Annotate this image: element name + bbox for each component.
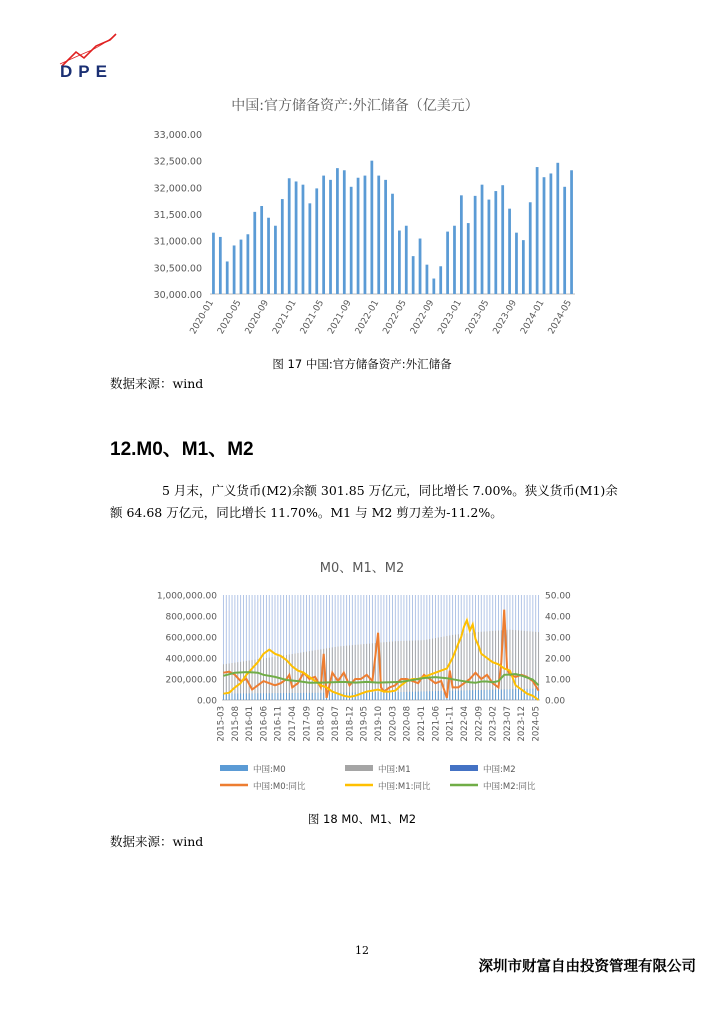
x-tick-label: 2023-05	[464, 298, 492, 337]
chart-title: M0、M1、M2	[319, 561, 405, 576]
x-tick-label: 2019-05	[359, 706, 370, 742]
x-tick-label: 2020-08	[402, 706, 413, 742]
logo-text: DPE	[60, 62, 113, 81]
y2-tick-label: 30.00	[545, 633, 571, 644]
bar	[529, 202, 532, 294]
x-tick-label: 2017-09	[302, 706, 313, 742]
bar	[364, 176, 367, 294]
y-tick-label: 32,500.00	[153, 156, 202, 168]
bar	[432, 279, 435, 294]
bar	[522, 240, 525, 294]
x-tick-label: 2018-12	[345, 706, 356, 742]
x-tick-label: 2016-01	[245, 706, 256, 742]
section-paragraph: 5 月末，广义货币(M2)余额 301.85 万亿元，同比增长 7.00%。狭义货币(M1)余额 64.68 万亿元，同比增长 11.70%。M1 与 M2 剪刀差为-11.2%。	[110, 483, 618, 520]
money-supply-chart	[140, 555, 590, 800]
bar	[315, 188, 318, 294]
legend-swatch	[345, 765, 373, 771]
bar	[556, 163, 559, 294]
bar	[419, 239, 422, 294]
bar	[453, 226, 456, 294]
bar	[570, 170, 573, 294]
bar	[247, 234, 250, 294]
figure-17-caption: 图 17 中国:官方储备资产:外汇储备	[272, 357, 452, 371]
bar	[515, 233, 518, 294]
x-tick-label: 2021-06	[431, 706, 442, 742]
bar	[240, 240, 243, 294]
bar	[288, 178, 291, 294]
x-tick-label: 2023-02	[488, 706, 499, 742]
legend-swatch	[220, 765, 248, 771]
y-tick-label: 0.00	[196, 696, 217, 707]
bar	[398, 231, 401, 294]
y-tick-label: 1,000,000.00	[156, 591, 217, 602]
bar	[460, 195, 463, 294]
bar	[302, 185, 305, 294]
y-tick-label: 600,000.00	[165, 633, 217, 644]
y-tick-label: 200,000.00	[165, 675, 217, 686]
y-tick-label: 31,000.00	[153, 236, 202, 248]
bar	[295, 181, 298, 294]
x-tick-label: 2015-08	[230, 706, 241, 742]
y-tick-label: 800,000.00	[165, 612, 217, 623]
bar	[563, 187, 566, 294]
bar	[446, 232, 449, 294]
legend-swatch	[450, 765, 478, 771]
bar	[350, 187, 353, 294]
y2-tick-label: 20.00	[545, 654, 571, 665]
bar	[536, 167, 539, 294]
x-tick-label: 2023-09	[491, 298, 520, 337]
x-tick-label: 2020-09	[243, 298, 272, 337]
bar	[226, 261, 229, 294]
x-tick-label: 2021-09	[326, 298, 354, 337]
legend-label: 中国:M1	[378, 765, 411, 775]
x-tick-label: 2022-05	[381, 298, 409, 337]
bar	[391, 194, 394, 294]
y2-tick-label: 10.00	[545, 675, 571, 686]
bar	[357, 178, 360, 294]
bar	[377, 176, 380, 294]
bar	[494, 191, 497, 294]
figure-18-source: 数据来源：wind	[110, 834, 204, 849]
x-tick-label: 2022-04	[459, 706, 470, 742]
y-tick-label: 31,500.00	[153, 210, 202, 221]
x-tick-label: 2018-02	[316, 706, 327, 742]
x-tick-label: 2023-01	[436, 298, 464, 337]
bar	[543, 177, 546, 294]
y-tick-label: 400,000.00	[165, 654, 217, 665]
bar	[329, 180, 332, 294]
y2-tick-label: 40.00	[545, 612, 571, 623]
bar	[481, 185, 484, 294]
legend-label: 中国:M1:同比	[378, 782, 431, 792]
x-tick-label: 2022-01	[353, 298, 382, 337]
x-tick-label: 2016-06	[259, 706, 270, 742]
bar	[267, 218, 270, 294]
bar	[467, 223, 470, 294]
bar	[550, 173, 553, 294]
company-name: 深圳市财富自由投资管理有限公司	[478, 958, 696, 975]
x-tick-label: 2023-12	[517, 706, 528, 742]
x-tick-label: 2024-05	[531, 706, 542, 742]
bar	[336, 168, 339, 294]
y-tick-label: 32,000.00	[153, 183, 202, 195]
bar	[260, 206, 263, 294]
x-tick-label: 2020-03	[388, 706, 399, 742]
bar	[439, 266, 442, 294]
legend-label: 中国:M0:同比	[253, 782, 306, 792]
x-tick-label: 2021-01	[416, 706, 427, 742]
x-tick-label: 2021-11	[445, 706, 456, 742]
page-number: 12	[355, 944, 369, 957]
x-tick-label: 2017-04	[288, 706, 299, 742]
bar	[384, 180, 387, 294]
bar	[488, 200, 491, 294]
bar	[343, 170, 346, 294]
x-tick-label: 2018-07	[331, 706, 342, 742]
bar	[405, 226, 408, 294]
bar	[253, 212, 256, 294]
bar	[212, 233, 215, 294]
bar	[508, 209, 511, 294]
y-tick-label: 30,500.00	[153, 263, 202, 275]
legend-label: 中国:M0	[253, 765, 286, 775]
x-tick-label: 2022-09	[408, 298, 437, 337]
x-tick-label: 2024-05	[546, 298, 575, 337]
bar	[274, 226, 277, 294]
legend-label: 中国:M2	[483, 765, 516, 775]
y-tick-label: 33,000.00	[153, 130, 202, 141]
x-tick-label: 2020-05	[216, 298, 244, 337]
bar	[308, 203, 311, 294]
x-tick-label: 2015-03	[216, 706, 227, 742]
y2-tick-label: 0.00	[545, 696, 566, 707]
x-tick-label: 2020-01	[188, 298, 217, 337]
fx-reserves-chart	[140, 92, 590, 354]
bar	[474, 196, 477, 294]
chart-title: 中国:官方储备资产:外汇储备（亿美元）	[231, 98, 479, 114]
bar	[322, 176, 325, 294]
y2-tick-label: 50.00	[545, 591, 571, 602]
x-tick-label: 2022-09	[474, 706, 485, 742]
x-tick-label: 2024-01	[519, 298, 547, 337]
bar	[219, 237, 222, 294]
x-tick-label: 2021-05	[298, 298, 327, 337]
figure-17-source: 数据来源：wind	[110, 376, 204, 391]
x-tick-label: 2023-07	[502, 706, 513, 742]
bar	[501, 185, 504, 294]
section-heading: 12.M0、M1、M2	[110, 439, 254, 460]
figure-18-caption: 图 18 M0、M1、M2	[307, 812, 417, 826]
y-tick-label: 30,000.00	[153, 290, 202, 301]
legend-label: 中国:M2:同比	[483, 782, 536, 792]
bar	[233, 245, 236, 294]
x-tick-label: 2021-01	[271, 298, 299, 337]
x-tick-label: 2016-11	[273, 706, 284, 742]
x-tick-label: 2019-10	[374, 706, 384, 742]
bar	[370, 161, 373, 294]
bar	[426, 265, 429, 294]
bar	[281, 199, 284, 294]
bar	[412, 256, 415, 294]
